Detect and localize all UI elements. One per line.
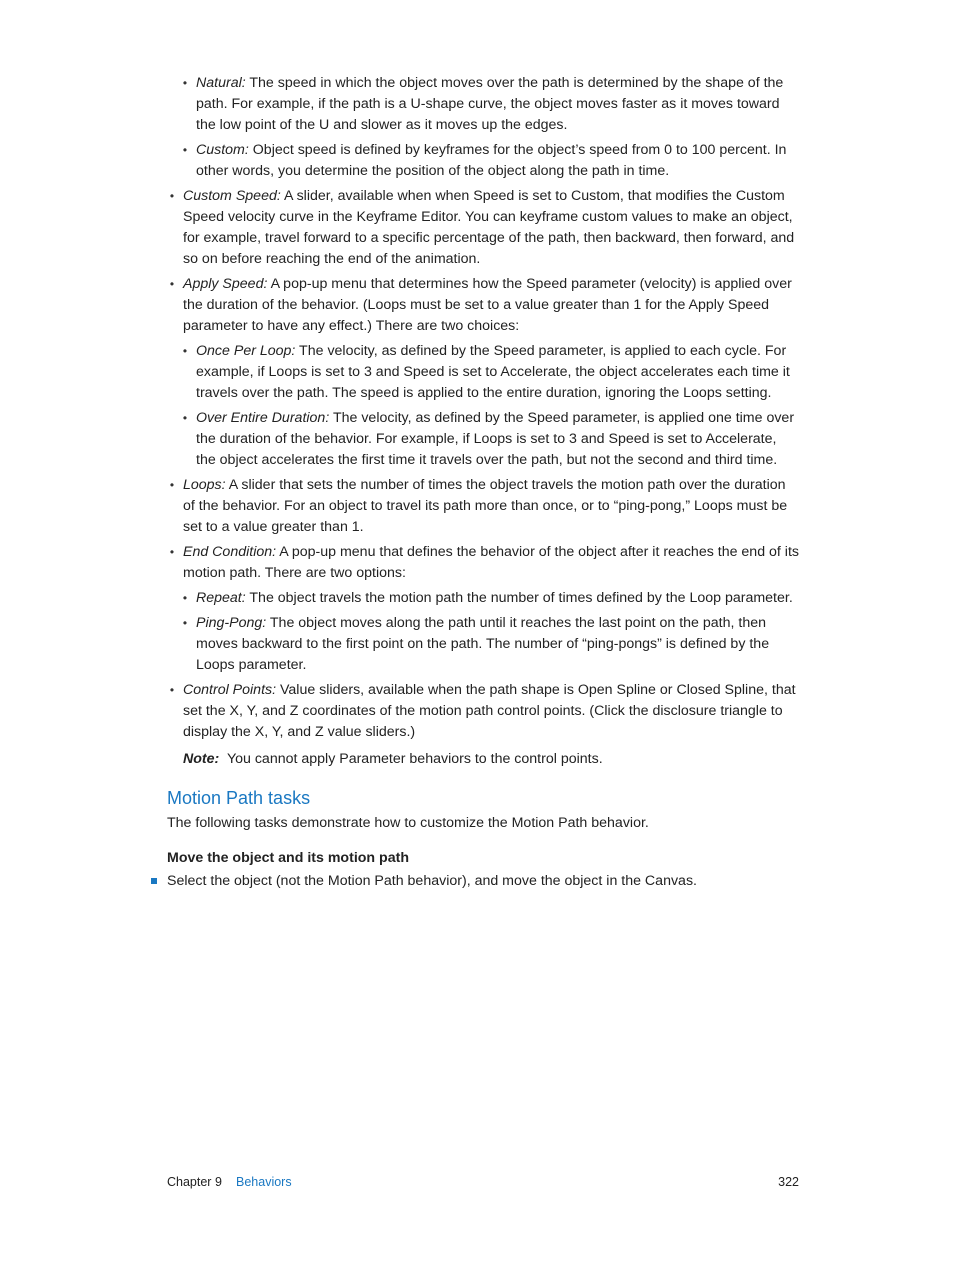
- description: A pop-up menu that defines the behavior of the object after it reaches the end of its motion path. There are two options:: [183, 544, 799, 581]
- list-item-custom: [167, 140, 799, 182]
- list-item-repeat: [167, 588, 799, 609]
- footer-chapter-link[interactable]: Behaviors: [236, 1175, 292, 1189]
- description: The object travels the motion path the number of times defined by the Loop parameter.: [245, 590, 793, 606]
- description: A pop-up menu that determines how the Speed parameter (velocity) is applied over the duration of the behavior. (Loops must be set to a value greater than 1 for the Apply Speed parameter to have any effect.) There are two choices:: [183, 276, 792, 334]
- description: A slider, available when when Speed is set to Custom, that modifies the Custom Speed velocity curve in the Keyframe Editor. You can keyframe custom values to make an object, for example, travel forward to a specific percentage of the path, then backward, then forward, and so on before reaching the end of the animation.: [183, 188, 795, 267]
- description: The object moves along the path until it reaches the last point on the path, then moves backward to the first point on the path. The number of “ping-pongs” is defined by the Loops parameter.: [196, 615, 770, 673]
- list-item-over-entire-duration: [167, 408, 799, 471]
- list-item-control-points: [167, 680, 799, 743]
- page-footer: [167, 1173, 799, 1191]
- list-item-natural: [167, 73, 799, 136]
- description: Value sliders, available when the path shape is Open Spline or Closed Spline, that set the X, Y, and Z coordinates of the motion path control points. (Click the disclosure triangle to display the X, Y, and Z value sliders.): [183, 682, 796, 740]
- task-heading: Move the object and its motion path: [167, 850, 409, 866]
- term: Natural:: [196, 75, 246, 91]
- description: The velocity, as defined by the Speed parameter, is applied to each cycle. For example, if Loops is set to 3 and Speed is set to Accelerate, the object accelerates each time it travels over the path. The speed is applied to the entire duration, ignoring the Loops setting.: [196, 343, 790, 401]
- bullet: •: [182, 411, 188, 425]
- footer-chapter: Chapter 9: [167, 1175, 222, 1189]
- bullet: •: [182, 76, 188, 90]
- task-step: [167, 871, 799, 892]
- term: Repeat:: [196, 590, 246, 606]
- step-text: Select the object (not the Motion Path behavior), and move the object in the Canvas.: [167, 873, 697, 889]
- section-title: Motion Path tasks: [167, 788, 311, 808]
- note: [167, 749, 799, 770]
- bullet: •: [169, 189, 175, 203]
- term: Custom:: [196, 142, 249, 158]
- bullet: •: [169, 683, 175, 697]
- list-item-end-condition: [167, 542, 799, 584]
- list-item-once-per-loop: [167, 341, 799, 404]
- term: End Condition:: [183, 544, 277, 560]
- term: Over Entire Duration:: [196, 410, 330, 426]
- section-intro: The following tasks demonstrate how to customize the Motion Path behavior.: [167, 815, 649, 831]
- bullet: •: [169, 545, 175, 559]
- list-item-apply-speed: [167, 274, 799, 337]
- term: Ping-Pong:: [196, 615, 267, 631]
- description: The speed in which the object moves over the path is determined by the shape of the path. For example, if the path is a U-shape curve, the object moves faster as it moves toward the low point of the U and slower as it moves up the edges.: [196, 75, 784, 133]
- list-item-custom-speed: [167, 186, 799, 270]
- note-label: Note:: [183, 751, 220, 767]
- bullet: •: [182, 616, 188, 630]
- square-bullet-icon: [151, 878, 157, 884]
- list-item-loops: [167, 475, 799, 538]
- description: A slider that sets the number of times the object travels the motion path over the duration of the behavior. For an object to travel its path more than once, or to “ping-pong,” Loops must be set to a value greater than 1.: [183, 477, 788, 535]
- term: Apply Speed:: [183, 276, 268, 292]
- description: The velocity, as defined by the Speed parameter, is applied one time over the duration of the behavior. For example, if Loops is set to 3 and Speed is set to Accelerate, the object accelerates the first time it travels over the path, but not the second and third time.: [196, 410, 795, 468]
- page-content: [167, 73, 799, 892]
- bullet: •: [182, 344, 188, 358]
- bullet: •: [169, 478, 175, 492]
- page-number: 322: [778, 1175, 799, 1189]
- bullet: •: [182, 143, 188, 157]
- note-text: You cannot apply Parameter behaviors to the control points.: [226, 751, 603, 767]
- term: Loops:: [183, 477, 226, 493]
- bullet: •: [182, 591, 188, 605]
- bullet: •: [169, 277, 175, 291]
- list-item-ping-pong: [167, 613, 799, 676]
- term: Control Points:: [183, 682, 277, 698]
- description: Object speed is defined by keyframes for the object’s speed from 0 to 100 percent. In other words, you determine the position of the object along the path in time.: [196, 142, 787, 179]
- term: Once Per Loop:: [196, 343, 296, 359]
- term: Custom Speed:: [183, 188, 281, 204]
